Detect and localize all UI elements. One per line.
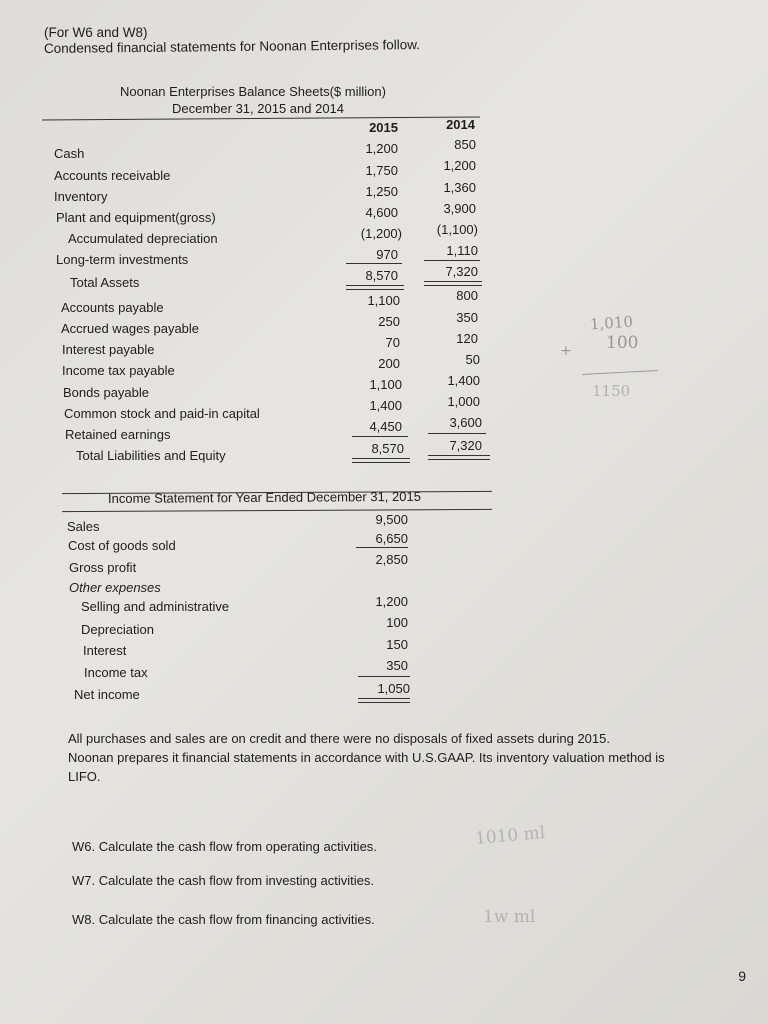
intro-line-2: Condensed financial statements for Noonan Enterprises follow. bbox=[43, 37, 421, 56]
value-2015: 200 bbox=[378, 356, 400, 371]
balance-sheet-title: Noonan Enterprises Balance Sheets($ million) bbox=[120, 84, 386, 99]
income-statement-title-rule bbox=[62, 509, 492, 512]
value-2015: 1,250 bbox=[365, 184, 398, 199]
subtotal-rule bbox=[346, 263, 402, 264]
handwritten-note: 1010 ml bbox=[474, 822, 546, 850]
row-label: Long-term investments bbox=[56, 252, 189, 267]
total-double-rule bbox=[424, 281, 482, 286]
row-label: Cost of goods sold bbox=[68, 538, 176, 553]
row-value: 2,850 bbox=[375, 552, 408, 567]
row-label: Accounts payable bbox=[61, 300, 164, 315]
value-2015: 4,450 bbox=[369, 419, 402, 434]
value-2014: 800 bbox=[456, 288, 478, 303]
row-label: Income tax payable bbox=[62, 363, 175, 378]
value-2014: (1,100) bbox=[436, 222, 478, 237]
value-2015: 70 bbox=[385, 335, 400, 350]
subtotal-rule bbox=[358, 676, 410, 677]
row-value: 1,050 bbox=[377, 681, 410, 696]
value-2015: 1,100 bbox=[369, 377, 402, 392]
handwritten-note: 100 bbox=[606, 333, 639, 353]
subtotal-rule bbox=[356, 547, 408, 548]
row-label: Plant and equipment(gross) bbox=[56, 210, 216, 225]
income-statement-title: Income Statement for Year Ended December 31, 2015 bbox=[107, 488, 421, 506]
handwritten-note: 1150 bbox=[592, 382, 631, 400]
value-2014: 350 bbox=[456, 310, 478, 325]
value-2015: (1,200) bbox=[360, 226, 402, 241]
value-2014: 3,900 bbox=[443, 201, 476, 216]
row-label: Bonds payable bbox=[63, 385, 150, 400]
subtotal-rule bbox=[424, 260, 480, 261]
value-2014: 850 bbox=[454, 137, 476, 152]
row-label: Accrued wages payable bbox=[61, 321, 200, 336]
row-label: Income tax bbox=[84, 665, 148, 680]
total-double-rule bbox=[346, 285, 404, 290]
row-label: Sales bbox=[67, 519, 100, 534]
note-line-2: Noonan prepares it financial statements in accordance with U.S.GAAP. Its inventory valuation method is bbox=[68, 750, 665, 765]
row-label: Interest bbox=[83, 643, 127, 658]
row-label: Interest payable bbox=[62, 342, 155, 357]
value-2014: 1,400 bbox=[447, 373, 480, 388]
row-label: Common stock and paid-in capital bbox=[64, 406, 260, 421]
value-2014: 1,000 bbox=[447, 394, 480, 409]
value-2014: 7,320 bbox=[445, 264, 478, 279]
intro-line-1: (For W6 and W8) bbox=[44, 25, 148, 40]
value-2014: 50 bbox=[465, 352, 480, 367]
row-value: 9,500 bbox=[375, 512, 408, 527]
column-header-2014: 2014 bbox=[446, 117, 475, 132]
value-2015: 1,400 bbox=[369, 398, 402, 413]
row-label: Net income bbox=[74, 687, 140, 702]
row-value: 6,650 bbox=[375, 531, 408, 546]
question-w7: W7. Calculate the cash flow from investing activities. bbox=[72, 873, 375, 888]
value-2015: 1,100 bbox=[367, 293, 400, 308]
question-w8: W8. Calculate the cash flow from financing activities. bbox=[72, 912, 375, 927]
total-double-rule bbox=[352, 458, 410, 463]
balance-sheet-subtitle: December 31, 2015 and 2014 bbox=[172, 101, 345, 116]
row-label: Accounts receivable bbox=[54, 168, 171, 183]
row-label: Other expenses bbox=[69, 580, 161, 595]
question-w6: W6. Calculate the cash flow from operating activities. bbox=[72, 839, 377, 854]
value-2014: 1,200 bbox=[443, 158, 476, 173]
row-label: Cash bbox=[54, 146, 85, 161]
value-2015: 8,570 bbox=[365, 268, 398, 283]
row-label: Inventory bbox=[54, 189, 108, 204]
row-label: Accumulated depreciation bbox=[68, 231, 218, 246]
row-label: Total Liabilities and Equity bbox=[76, 448, 226, 463]
row-label: Gross profit bbox=[69, 560, 137, 575]
value-2015: 1,200 bbox=[365, 141, 398, 156]
row-label: Selling and administrative bbox=[81, 599, 230, 614]
row-value: 150 bbox=[386, 637, 408, 652]
column-header-2015: 2015 bbox=[369, 120, 398, 135]
value-2014: 1,360 bbox=[443, 180, 476, 195]
subtotal-rule bbox=[352, 436, 408, 437]
value-2015: 970 bbox=[376, 247, 398, 262]
total-double-rule bbox=[428, 455, 490, 460]
note-line-1: All purchases and sales are on credit and there were no disposals of fixed assets during 2015. bbox=[68, 731, 610, 746]
row-value: 350 bbox=[386, 658, 408, 673]
value-2015: 8,570 bbox=[371, 441, 404, 456]
page-number: 9 bbox=[738, 968, 746, 984]
handwritten-sum-line bbox=[582, 370, 658, 375]
handwritten-note: 1,010 bbox=[589, 312, 634, 334]
row-value: 1,200 bbox=[375, 594, 408, 609]
value-2015: 250 bbox=[378, 314, 400, 329]
value-2015: 1,750 bbox=[365, 163, 398, 178]
value-2015: 4,600 bbox=[365, 205, 398, 220]
balance-sheet-top-rule bbox=[42, 116, 480, 120]
value-2014: 7,320 bbox=[449, 438, 482, 453]
handwritten-note: + bbox=[560, 343, 572, 359]
row-label: Depreciation bbox=[81, 622, 154, 637]
row-label: Retained earnings bbox=[65, 427, 171, 442]
subtotal-rule bbox=[428, 433, 486, 434]
row-label: Total Assets bbox=[70, 275, 140, 290]
note-line-3: LIFO. bbox=[68, 769, 101, 784]
row-value: 100 bbox=[386, 615, 408, 630]
handwritten-note: 1w ml bbox=[483, 907, 536, 927]
value-2014: 3,600 bbox=[449, 415, 482, 430]
total-double-rule bbox=[358, 698, 410, 703]
value-2014: 120 bbox=[456, 331, 478, 346]
value-2014: 1,110 bbox=[446, 243, 478, 258]
